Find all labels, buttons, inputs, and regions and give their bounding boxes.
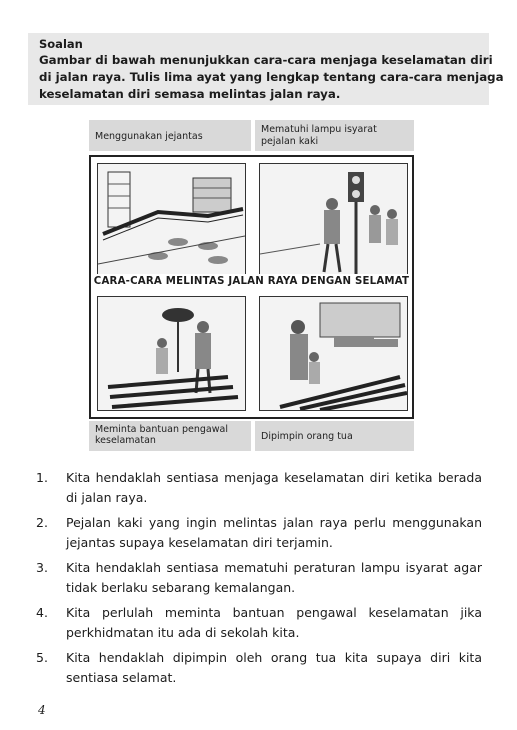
list-item [36, 513, 482, 553]
illustration-frame [89, 155, 414, 419]
item-text: Pejalan kaki yang ingin melintas jalan raya perlu menggunakan jejantas supaya keselamatan diri terjamin. [66, 515, 482, 550]
answer-list [36, 468, 482, 693]
label-bottom-right [255, 421, 414, 451]
item-number: 5. [36, 650, 48, 665]
list-item [36, 468, 482, 508]
label-top-right [255, 120, 414, 151]
item-number: 2. [36, 515, 48, 530]
illustration-caption: CARA-CARA MELINTAS JALAN RAYA DENGAN SELAMAT [91, 274, 412, 289]
item-text: Kita hendaklah sentiasa menjaga keselamatan diri ketika berada di jalan raya. [66, 470, 482, 505]
item-text: Kita perlulah meminta bantuan pengawal keselamatan jika perkhidmatan itu ada di sekolah kita. [66, 605, 482, 640]
item-text: Kita hendaklah dipimpin oleh orang tua kita supaya diri kita sentiasa selamat. [66, 650, 482, 685]
question-line: Gambar di bawah menunjukkan cara-cara menjaga keselamatan diri [39, 53, 493, 67]
question-line: di jalan raya. Tulis lima ayat yang lengkap tentang cara-cara menjaga [39, 70, 504, 84]
page-number: 4 [38, 703, 46, 717]
label-text: Menggunakan jejantas [95, 131, 203, 142]
question-heading: Soalan [39, 37, 83, 51]
label-bottom-left [89, 421, 251, 451]
label-text: Mematuhi lampu isyarat [261, 124, 377, 135]
panel-crossing-guard [97, 296, 246, 411]
list-item [36, 648, 482, 688]
item-number: 1. [36, 470, 48, 485]
list-item [36, 603, 482, 643]
question-line: keselamatan diri semasa melintas jalan raya. [39, 87, 341, 101]
item-text: Kita hendaklah sentiasa mematuhi peraturan lampu isyarat agar tidak berlaku sebarang kemalangan. [66, 560, 482, 595]
panel-accompanied [259, 296, 408, 411]
list-item [36, 558, 482, 598]
crossing-guard-image [98, 297, 245, 410]
item-number: 4. [36, 605, 48, 620]
label-text: keselamatan [95, 435, 156, 446]
panel-overhead-bridge [97, 163, 246, 275]
traffic-light-image [260, 164, 407, 274]
label-top-left [89, 120, 251, 151]
question-box [28, 33, 504, 105]
accompanied-image [260, 297, 407, 410]
label-text: Dipimpin orang tua [261, 431, 353, 442]
overhead-bridge-image [98, 164, 245, 274]
label-text: pejalan kaki [261, 136, 319, 147]
panel-traffic-light [259, 163, 408, 275]
item-number: 3. [36, 560, 48, 575]
label-text: Meminta bantuan pengawal [95, 424, 228, 435]
